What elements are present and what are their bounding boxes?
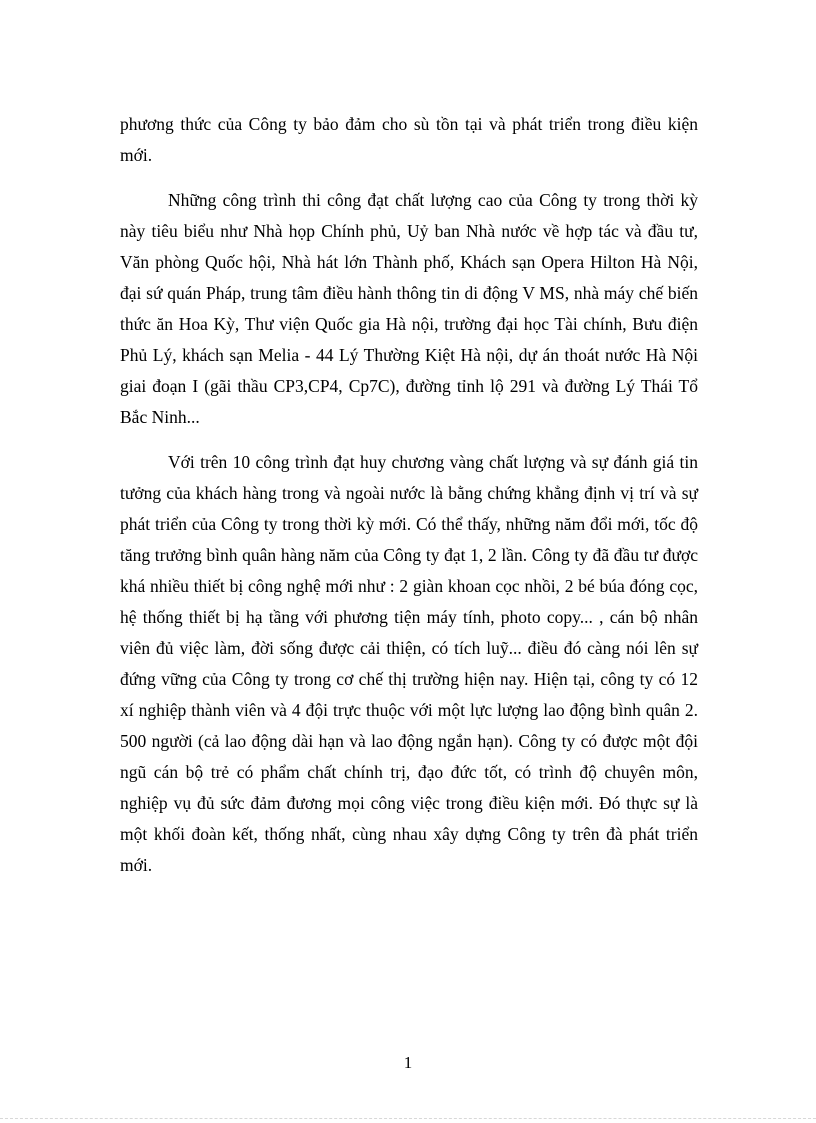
page-bottom-divider <box>0 1118 816 1119</box>
page-number: 1 <box>403 1053 413 1072</box>
paragraph-1: phương thức của Công ty bảo đảm cho sù tồn tại và phát triển trong điều kiện mới. <box>120 114 698 165</box>
body-text <box>120 109 698 881</box>
paragraph-3: Với trên 10 công trình đạt huy chương vàng chất lượng và sự đánh giá tin tưởng của khách hàng trong và ngoài nước là bằng chứng khẳng định vị trí và sự phát triển của Công ty trong thời kỳ mới. Có thể thấy, những năm đổi mới, tốc độ tăng trưởng bình quân hàng năm của Công ty đạt 1, 2 lần. Công ty đã đầu tư được khá nhiều thiết bị công nghệ mới như : 2 giàn khoan cọc nhồi, 2 bé búa đóng cọc, hệ thống thiết bị hạ tầng với phương tiện máy tính, photo copy... , cán bộ nhân viên đủ việc làm, đời sống được cải thiện, có tích luỹ... điều đó càng nói lên sự đứng vững của Công ty trong cơ chế thị trường hiện nay. Hiện tại, công ty có 12 xí nghiệp thành viên và 4 đội trực thuộc với một lực lượng lao động bình quân 2. 500 người (cả lao động dài hạn và lao động ngắn hạn). Công ty có được một đội ngũ cán bộ trẻ có phẩm chất chính trị, đạo đức tốt, có trình độ chuyên môn, nghiệp vụ đủ sức đảm đương mọi công việc trong điều kiện mới. Đó thực sự là một khối đoàn kết, thống nhất, cùng nhau xây dựng Công ty trên đà phát triển mới. <box>120 452 698 875</box>
paragraph-2: Những công trình thi công đạt chất lượng cao của Công ty trong thời kỳ này tiêu biểu như Nhà họp Chính phủ, Uỷ ban Nhà nước về hợp tác và đầu tư, Văn phòng Quốc hội, Nhà hát lớn Thành phố, Khách sạn Opera Hilton Hà Nội, đại sứ quán Pháp, trung tâm điều hành thông tin di động V MS, nhà máy chế biến thức ăn Hoa Kỳ, Thư viện Quốc gia Hà nội, trường đại học Tài chính, Bưu điện Phủ Lý, khách sạn Melia - 44 Lý Thường Kiệt Hà nội, dự án thoát nước Hà Nội giai đoạn I (gãi thầu CP3,CP4, Cp7C), đường tỉnh lộ 291 và đường Lý Thái Tổ Bắc Ninh... <box>120 190 698 427</box>
